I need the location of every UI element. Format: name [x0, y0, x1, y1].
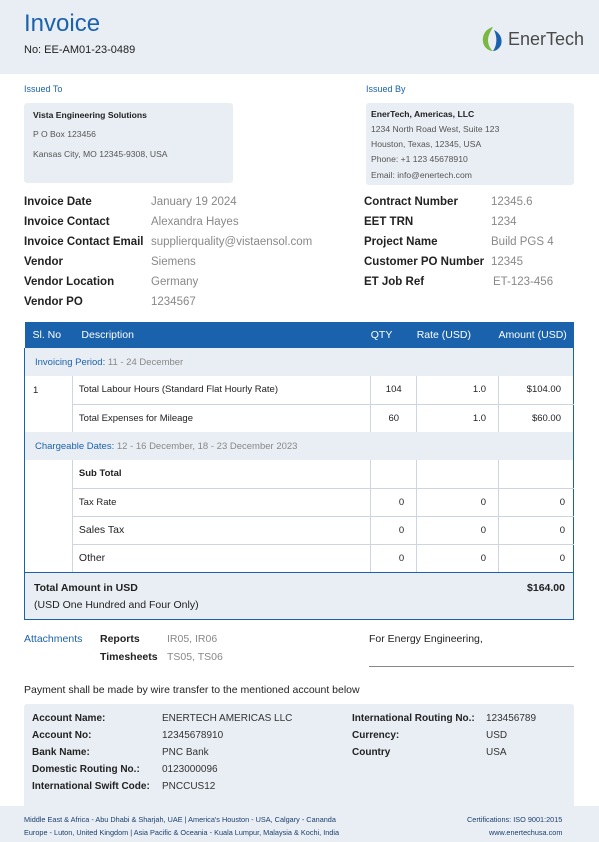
- invoice-number: No: EE-AM01-23-0489: [24, 44, 136, 56]
- issued-by-line: Houston, Texas, 12345, USA: [371, 139, 482, 149]
- col-header-amount: Amount (USD): [499, 322, 574, 348]
- enertech-logo-icon: [481, 26, 505, 52]
- customer-po-value: 12345: [491, 256, 523, 268]
- extra-amount: 0: [499, 488, 574, 516]
- attachment-link[interactable]: IR05, IR06: [167, 633, 218, 645]
- extra-rate: 0: [417, 516, 499, 544]
- vendor-location-value: Germany: [151, 276, 199, 288]
- bank-label: Account Name:: [32, 713, 106, 724]
- invoice-contact-label: Invoice Contact: [24, 216, 110, 228]
- vendor-label: Vendor: [24, 256, 63, 268]
- payment-note: Payment shall be made by wire transfer to the mentioned account below: [24, 684, 360, 696]
- attachment-name: Reports: [100, 633, 140, 645]
- total-value: $164.00: [499, 572, 574, 619]
- total-label: Total Amount in USD: [34, 581, 138, 594]
- attachments-label: Attachments: [24, 633, 83, 645]
- invoicing-period-value: 11 - 24 December: [107, 356, 184, 368]
- item-qty: 104: [371, 376, 417, 404]
- footer-locations-line2: Europe - Luton, United Kingdom | Asia Pacific & Oceania - Kuala Lumpur, Malaysia & Kochi, India: [24, 828, 340, 837]
- vendor-po-label: Vendor PO: [24, 296, 83, 308]
- table-row: [25, 404, 574, 432]
- subtotal-row: [25, 460, 574, 488]
- page-title: Invoice: [24, 10, 101, 37]
- issued-by-line: Email: info@enertech.com: [371, 170, 472, 180]
- col-header-sl: Sl. No: [25, 322, 73, 348]
- bank-value: PNCCUS12: [162, 781, 216, 792]
- extra-amount: 0: [499, 544, 574, 572]
- et-job-ref-label: ET Job Ref: [364, 276, 425, 288]
- extra-qty: 0: [371, 488, 417, 516]
- issued-by-company: EnerTech, Americas, LLC: [371, 109, 475, 119]
- item-qty: 60: [371, 404, 417, 432]
- signoff-text: For Energy Engineering,: [369, 633, 483, 645]
- total-in-words: (USD One Hundred and Four Only): [34, 598, 199, 611]
- attachment-name: Timesheets: [100, 651, 158, 663]
- customer-po-label: Customer PO Number: [364, 256, 485, 268]
- table-row: [25, 488, 574, 516]
- item-sl: 1: [33, 384, 39, 396]
- extra-description: Other: [72, 544, 370, 572]
- vendor-value: Siemens: [151, 256, 196, 268]
- vendor-location-label: Vendor Location: [24, 276, 115, 288]
- issued-to-label: Issued To: [24, 84, 63, 94]
- eet-trn-label: EET TRN: [364, 216, 414, 228]
- bank-label: Account No:: [32, 730, 92, 741]
- bank-value: ENERTECH AMERICAS LLC: [162, 713, 293, 724]
- table-row: [25, 516, 574, 544]
- issued-by-line: 1234 North Road West, Suite 123: [371, 124, 500, 134]
- item-description: Total Labour Hours (Standard Flat Hourly Rate): [72, 376, 370, 404]
- bank-label: Bank Name:: [32, 747, 90, 758]
- issued-to-box: [24, 103, 233, 183]
- table-header-row: [25, 322, 574, 348]
- et-job-ref-value: ET-123-456: [493, 276, 554, 288]
- footer-website-link[interactable]: www.enertechusa.com: [489, 828, 563, 837]
- attachment-link[interactable]: TS05, TS06: [167, 651, 223, 663]
- invoice-items-table: [24, 322, 574, 620]
- col-header-qty: QTY: [371, 322, 417, 348]
- invoice-contact-value: Alexandra Hayes: [151, 216, 239, 228]
- bank-value: USD: [486, 730, 508, 741]
- vendor-po-value: 1234567: [151, 296, 196, 308]
- subtotal-label: Sub Total: [72, 460, 370, 488]
- bank-label: Currency:: [352, 730, 400, 741]
- signature-line: [369, 666, 574, 667]
- invoice-contact-email-label: Invoice Contact Email: [24, 236, 144, 248]
- invoice-contact-email-value[interactable]: supplierquality@vistaensol.com: [151, 236, 313, 248]
- extra-rate: 0: [417, 488, 499, 516]
- bank-value: PNC Bank: [162, 747, 209, 758]
- invoicing-period-row: [25, 348, 574, 376]
- table-row: [25, 376, 574, 404]
- item-rate: 1.0: [417, 376, 499, 404]
- issued-by-label: Issued By: [366, 84, 406, 94]
- extra-qty: 0: [371, 544, 417, 572]
- chargeable-dates-label: Chargeable Dates:: [35, 440, 115, 452]
- extra-description: Tax Rate: [72, 488, 370, 516]
- invoice-date-value: January 19 2024: [151, 196, 237, 208]
- issued-to-line: Kansas City, MO 12345-9308, USA: [33, 149, 168, 159]
- project-name-label: Project Name: [364, 236, 438, 248]
- extra-qty: 0: [371, 516, 417, 544]
- col-header-description: Description: [72, 322, 370, 348]
- item-sl: [25, 404, 73, 432]
- extra-description: Sales Tax: [72, 516, 370, 544]
- item-description: Total Expenses for Mileage: [72, 404, 370, 432]
- bank-label: Domestic Routing No.:: [32, 764, 140, 775]
- logo-text: EnerTech: [508, 29, 585, 49]
- footer-certifications: Certifications: ISO 9001:2015: [467, 815, 563, 824]
- issued-by-line: Phone: +1 123 45678910: [371, 154, 468, 164]
- issued-to-line: P O Box 123456: [33, 129, 96, 139]
- item-amount: $60.00: [499, 404, 574, 432]
- footer-locations-line1: Middle East & Africa - Abu Dhabi & Sharjah, UAE | America's Houston - USA, Calgary - Cananda: [24, 815, 336, 824]
- project-name-value: Build PGS 4: [491, 236, 554, 248]
- invoice-date-label: Invoice Date: [24, 196, 92, 208]
- invoicing-period-label: Invoicing Period:: [35, 356, 106, 368]
- issued-to-company: Vista Engineering Solutions: [33, 110, 147, 120]
- bank-label: Country: [352, 747, 391, 758]
- col-header-rate: Rate (USD): [417, 322, 499, 348]
- bank-label: International Routing No.:: [352, 713, 475, 724]
- bank-value: 12345678910: [162, 730, 224, 741]
- contract-number-label: Contract Number: [364, 196, 458, 208]
- contract-number-value: 12345.6: [491, 196, 533, 208]
- issued-by-box: [366, 103, 574, 185]
- item-rate: 1.0: [417, 404, 499, 432]
- chargeable-dates-row: [25, 432, 574, 460]
- chargeable-dates-value: 12 - 16 December, 18 - 23 December 2023: [116, 440, 298, 452]
- bank-label: International Swift Code:: [32, 781, 150, 792]
- bank-value: 0123000096: [162, 764, 218, 775]
- extra-rate: 0: [417, 544, 499, 572]
- extra-amount: 0: [499, 516, 574, 544]
- total-row: [25, 572, 574, 619]
- eet-trn-value: 1234: [491, 216, 517, 228]
- bank-value: USA: [486, 747, 507, 758]
- table-row: [25, 544, 574, 572]
- bank-value: 123456789: [486, 713, 537, 724]
- item-amount: $104.00: [499, 376, 574, 404]
